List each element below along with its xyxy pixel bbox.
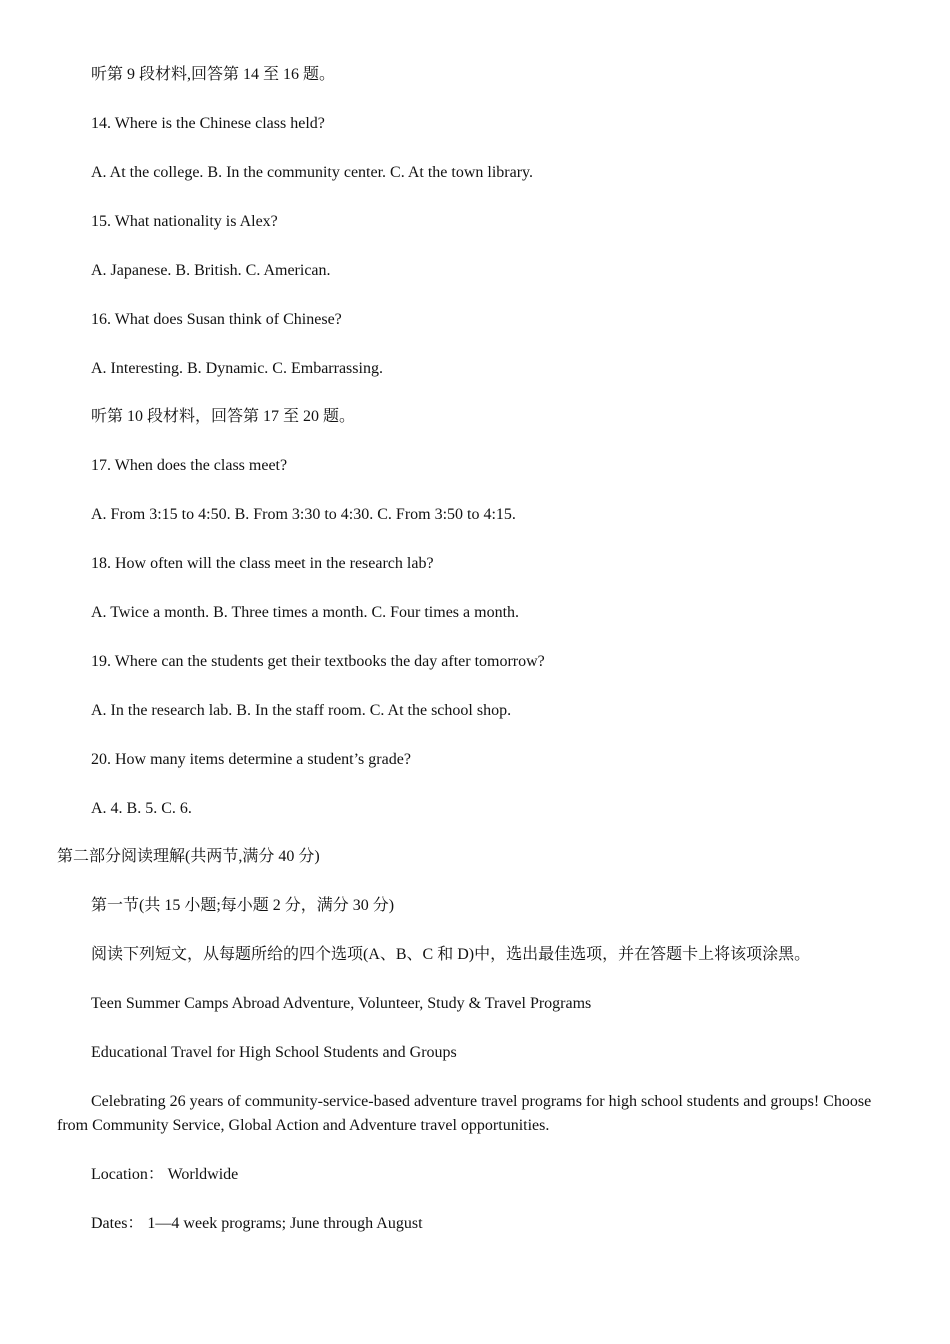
question-16: 16. What does Susan think of Chinese?: [91, 311, 342, 328]
question-14-options: A. At the college. B. In the community center. C. At the town library.: [91, 164, 533, 181]
passage-intro: Celebrating 26 years of community-service-based adventure travel programs for high school students and groups! Choose from Community Service, Global Action and Adventure travel opportunities.: [57, 1093, 872, 1134]
question-19: 19. Where can the students get their textbooks the day after tomorrow?: [91, 653, 545, 670]
section10-heading: 听第 10 段材料，回答第 17 至 20 题。: [91, 408, 356, 425]
question-15-options: A. Japanese. B. British. C. American.: [91, 262, 331, 279]
passage-dates: Dates： 1—4 week programs; June through August: [91, 1215, 423, 1232]
question-17: 17. When does the class meet?: [91, 457, 288, 474]
question-20-options: A. 4. B. 5. C. 6.: [91, 800, 192, 817]
section9-heading: 听第 9 段材料,回答第 14 至 16 题。: [91, 66, 336, 83]
question-19-options: A. In the research lab. B. In the staff room. C. At the school shop.: [91, 702, 512, 719]
question-20: 20. How many items determine a student’s grade?: [91, 751, 411, 768]
passage-location: Location： Worldwide: [91, 1166, 239, 1183]
reading-part-heading: 第二部分阅读理解(共两节,满分 40 分): [57, 848, 320, 865]
question-18: 18. How often will the class meet in the research lab?: [91, 555, 434, 572]
question-18-options: A. Twice a month. B. Three times a month. C. Four times a month.: [91, 604, 520, 621]
reading-section1-heading: 第一节(共 15 小题;每小题 2 分，满分 30 分): [91, 897, 395, 914]
reading-instructions: 阅读下列短文，从每题所给的四个选项(A、B、C 和 D)中，选出最佳选项，并在答题卡上将该项涂黑。: [91, 946, 811, 963]
question-16-options: A. Interesting. B. Dynamic. C. Embarrassing.: [91, 360, 383, 377]
question-15: 15. What nationality is Alex?: [91, 213, 278, 230]
question-17-options: A. From 3:15 to 4:50. B. From 3:30 to 4:30. C. From 3:50 to 4:15.: [91, 506, 516, 523]
passage-title-line2: Educational Travel for High School Students and Groups: [91, 1044, 457, 1061]
question-14: 14. Where is the Chinese class held?: [91, 115, 325, 132]
passage-title-line1: Teen Summer Camps Abroad Adventure, Volunteer, Study & Travel Programs: [91, 995, 592, 1012]
